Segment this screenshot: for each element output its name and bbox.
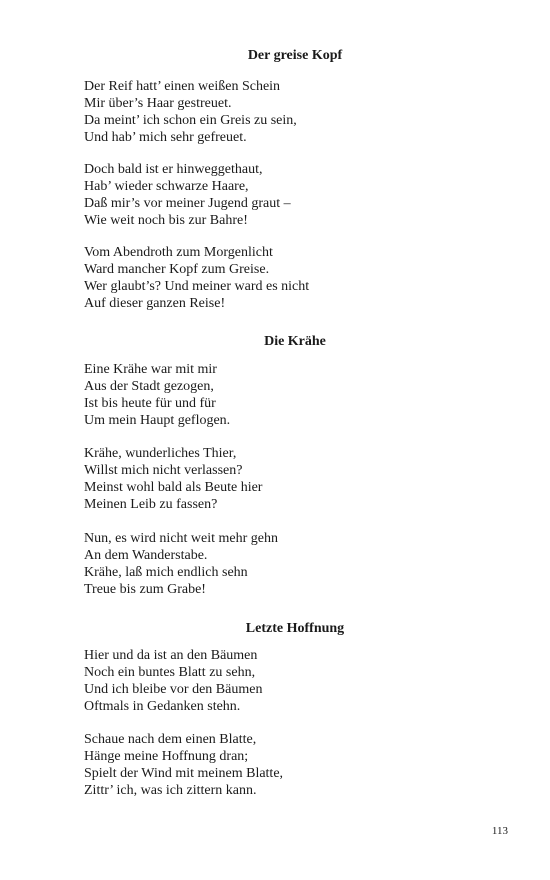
verse-line: Meinen Leib zu fassen? [84,497,218,512]
poem-title: Der greise Kopf [247,48,343,63]
page-number: 113 [491,825,508,837]
poem-title: Letzte Hoffnung [245,621,345,636]
stanza [84,530,504,598]
verse-line: Daß mir’s vor meiner Jugend graut – [84,196,291,211]
verse-line: Krähe, laß mich endlich sehn [84,565,248,580]
verse-line: Der Reif hatt’ einen weißen Schein [84,79,281,94]
verse-line: Auf dieser ganzen Reise! [84,296,226,311]
stanza [84,244,504,312]
verse-line: Noch ein buntes Blatt zu sehn, [84,665,256,680]
verse-line: Meinst wohl bald als Beute hier [84,480,263,495]
verse-line: Vom Abendroth zum Morgenlicht [84,245,273,260]
verse-line: Mir über’s Haar gestreuet. [84,96,232,111]
stanza [84,731,504,799]
verse-line: Nun, es wird nicht weit mehr gehn [84,531,279,546]
verse-line: Da meint’ ich schon ein Greis zu sein, [84,113,297,128]
verse-line: Hier und da ist an den Bäumen [84,648,258,663]
poem-title: Die Krähe [264,334,326,349]
verse-line: Zittr’ ich, was ich zittern kann. [84,783,257,798]
verse-line: Ist bis heute für und für [84,396,216,411]
verse-line: Wer glaubt’s? Und meiner ward es nicht [84,279,310,294]
verse-line: Willst mich nicht verlassen? [84,463,243,478]
stanza [84,445,504,513]
verse-line: Und ich bleibe vor den Bäumen [84,682,263,697]
verse-line: Um mein Haupt geflogen. [84,413,231,428]
verse-line: Schaue nach dem einen Blatte, [84,732,257,747]
stanza [84,361,504,429]
verse-line: Wie weit noch bis zur Bahre! [84,213,248,228]
verse-line: Eine Krähe war mit mir [84,362,217,377]
verse-line: An dem Wanderstabe. [84,548,208,563]
verse-line: Doch bald ist er hinweggethaut, [84,162,263,177]
stanza [84,78,504,146]
verse-line: Spielt der Wind mit meinem Blatte, [84,766,284,781]
verse-line: Hänge meine Hoffnung dran; [84,749,249,764]
verse-line: Aus der Stadt gezogen, [84,379,214,394]
verse-line: Hab’ wieder schwarze Haare, [84,179,249,194]
verse-line: Und hab’ mich sehr gefreuet. [84,130,247,145]
verse-line: Krähe, wunderliches Thier, [84,446,237,461]
stanza [84,647,504,715]
stanza [84,161,504,229]
verse-line: Ward mancher Kopf zum Greise. [84,262,270,277]
verse-line: Oftmals in Gedanken stehn. [84,699,241,714]
verse-line: Treue bis zum Grabe! [84,582,206,597]
